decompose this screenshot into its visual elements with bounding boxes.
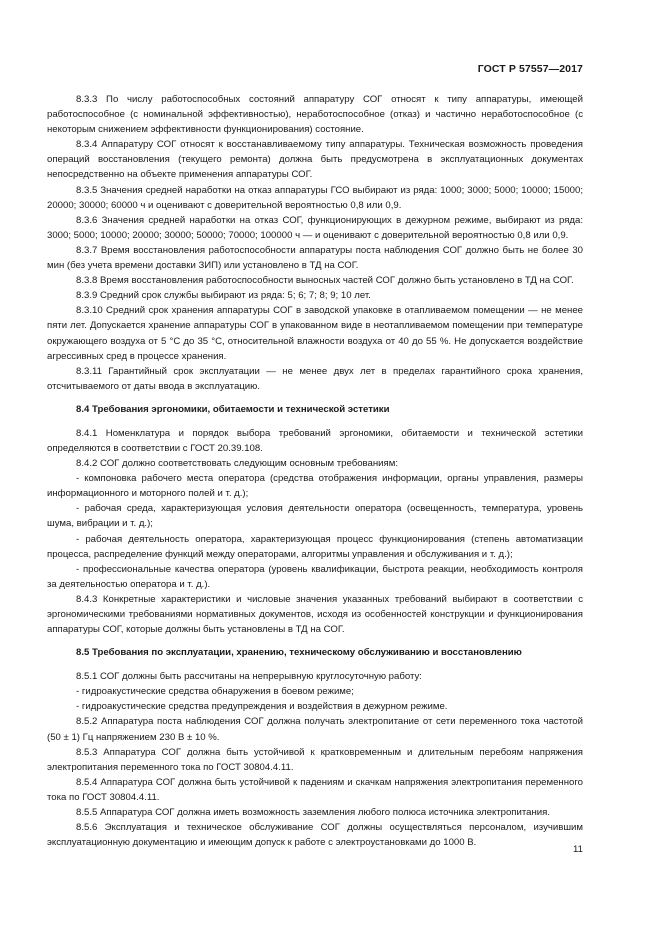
paragraph-8-3-7: 8.3.7 Время восстановления работоспособности аппаратуры поста наблюдения СОГ должно быть не более 30 мин (без учета времени доставки ЗИП) или установлено в ТД на СОГ.: [47, 244, 583, 272]
paragraph-8-4-1: 8.4.1 Номенклатура и порядок выбора требований эргономики, обитаемости и технической эстетики определяются в соответствии с ГОСТ 20.39.108.: [47, 427, 583, 454]
standard-header: ГОСТ Р 57557—2017: [477, 63, 583, 75]
paragraph-8-3-11: 8.3.11 Гарантийный срок эксплуатации — не менее двух лет в пределах гарантийного срока хранения, отсчитываемого от даты ввода в эксплуатацию.: [47, 365, 583, 392]
paragraph-8-3-4: 8.3.4 Аппаратуру СОГ относят к восстанавливаемому типу аппаратуры. Техническая возможность проведения операций восстановления (текущего ремонта) должна быть предусмотрена в эксплуатационных документах непосредственно на объекте применения аппаратуры СОГ.: [47, 139, 583, 181]
list-item: - гидроакустические средства предупреждения и воздействия в дежурном режиме.: [76, 701, 448, 713]
paragraph-8-5-4: 8.5.4 Аппаратура СОГ должна быть устойчивой к падениям и скачкам напряжения электропитания переменного тока по ГОСТ 30804.4.11.: [47, 776, 583, 803]
paragraph-8-4-3: 8.4.3 Конкретные характеристики и числовые значения указанных требований выбирают в соответствии с эргономическими требованиями нормативных документов, исходя из особенностей конструкции и функционирования аппаратуры СОГ, которые должны быть установлены в ТД на СОГ.: [47, 593, 583, 636]
section-heading-8-4: 8.4 Требования эргономики, обитаемости и технической эстетики: [76, 403, 390, 415]
paragraph-8-3-10: 8.3.10 Средний срок хранения аппаратуры СОГ в заводской упаковке в отапливаемом помещении — не менее пяти лет. Допускается хранение аппаратуры СОГ в упакованном виде в неотапливаемом помещении при температуре окружающего воздуха от 5 °С до 35 °С, относительной влажности воздуха от 40 до 55 %. Не допускается воздействие агрессивных сред в процессе хранения.: [47, 305, 583, 362]
paragraph-8-5-6: 8.5.6 Эксплуатация и техническое обслуживание СОГ должны осуществляться персоналом, изучившим эксплуатационную документацию и имеющим допуск к работе с электроустановками до 1000 В.: [47, 822, 583, 849]
paragraph-8-3-9: 8.3.9 Средний срок службы выбирают из ряда: 5; 6; 7; 8; 9; 10 лет.: [76, 290, 371, 302]
paragraph-8-5-2: 8.5.2 Аппаратура поста наблюдения СОГ должна получать электропитание от сети переменного тока частотой (50 ± 1) Гц напряжением 230 В ± 10 %.: [47, 716, 583, 743]
paragraph-8-4-2: 8.4.2 СОГ должно соответствовать следующим основным требованиям:: [76, 458, 398, 470]
list-item: - профессиональные качества оператора (уровень квалификации, быстрота реакции, необходимость контроля за деятельностью оператора и т. д.).: [47, 563, 583, 590]
paragraph-8-3-3: 8.3.3 По числу работоспособных состояний аппаратуру СОГ относят к типу аппаратуры, имеющей работоспособное (с номинальной эффективностью), неработоспособное (отказ) и частично неработоспособное (с некоторым снижением эффективности функционирования) состояние.: [47, 94, 583, 136]
list-item: - компоновка рабочего места оператора (средства отображения информации, органы управления, размеры информационного и моторного полей и т. д.);: [47, 473, 583, 500]
paragraph-8-5-5: 8.5.5 Аппаратура СОГ должна иметь возможность заземления любого полюса источника электропитания.: [76, 807, 551, 819]
paragraph-8-3-5: 8.3.5 Значения средней наработки на отказ аппаратуры ГСО выбирают из ряда: 1000; 3000; 5000; 10000; 15000; 20000; 30000; 60000 ч и оценивают с доверительной вероятностью 0,8 или 0,9.: [47, 184, 583, 211]
list-item: - гидроакустические средства обнаружения в боевом режиме;: [76, 686, 354, 698]
paragraph-8-3-8: 8.3.8 Время восстановления работоспособности выносных частей СОГ должно быть установлено в ТД на СОГ.: [76, 275, 574, 287]
paragraph-8-3-6: 8.3.6 Значения средней наработки на отказ СОГ, функционирующих в дежурном режиме, выбирают из ряда: 3000; 5000; 10000; 20000; 30000; 50000; 70000; 100000 ч — и оценивают с доверительной вероятностью 0,8 или 0,9.: [47, 214, 583, 241]
document-body: [47, 92, 583, 850]
section-heading-8-5: 8.5 Требования по эксплуатации, хранению, техническому обслуживанию и восстановлению: [76, 647, 522, 659]
paragraph-8-5-1: 8.5.1 СОГ должны быть рассчитаны на непрерывную круглосуточную работу:: [76, 671, 422, 683]
page-number: 11: [573, 844, 583, 855]
list-item: - рабочая деятельность оператора, характеризующая процесс функционирования (степень автоматизации процесса, распределение функций между операторами, алгоритмы управления и обслуживания и т. д.);: [47, 533, 583, 560]
paragraph-8-5-3: 8.5.3 Аппаратура СОГ должна быть устойчивой к кратковременным и длительным перебоям напряжения электропитания переменного тока по ГОСТ 30804.4.11.: [47, 746, 583, 773]
list-item: - рабочая среда, характеризующая условия деятельности оператора (освещенность, температура, уровень шума, вибрации и т. д.);: [47, 503, 583, 530]
